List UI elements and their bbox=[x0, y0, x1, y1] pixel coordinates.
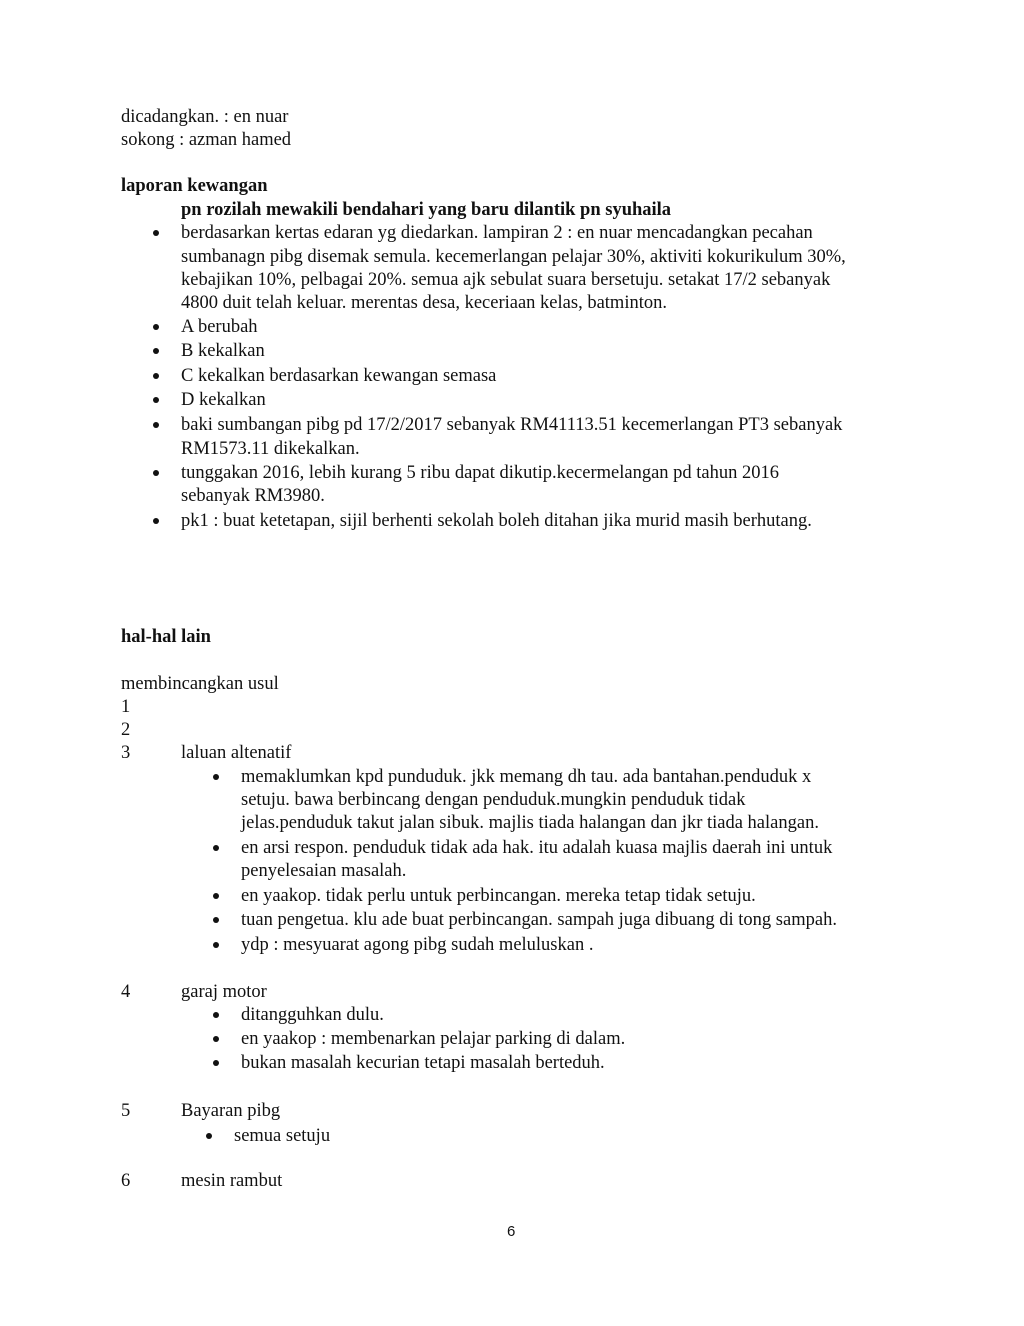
text-line: kebajikan 10%, pelbagai 20%. semua ajk sebulat suara bersetuju. setakat 17/2 sebanyak bbox=[181, 270, 831, 290]
text-line: en yaakop : membenarkan pelajar parking di dalam. bbox=[241, 1029, 626, 1049]
text-line: A berubah bbox=[181, 317, 258, 337]
finance-heading: laporan kewangan bbox=[121, 176, 268, 196]
item-number: 5 bbox=[121, 1101, 131, 1121]
text-line: B kekalkan bbox=[181, 341, 265, 361]
text-line: ditangguhkan dulu. bbox=[241, 1005, 384, 1025]
other-heading: hal-hal lain bbox=[121, 627, 211, 647]
bullet-icon bbox=[153, 230, 159, 236]
bullet-icon bbox=[213, 845, 219, 851]
item-number: 3 bbox=[121, 743, 131, 763]
text-line: en yaakop. tidak perlu untuk perbincangan. mereka tetap tidak setuju. bbox=[241, 886, 756, 906]
item-number: 4 bbox=[121, 982, 131, 1002]
text-line: setuju. bawa berbincang dengan penduduk.mungkin penduduk tidak bbox=[241, 790, 746, 810]
text-line: sumbanagn pibg disemak semula. kecemerlangan pelajar 30%, aktiviti kokurikulum 30%, bbox=[181, 247, 846, 267]
bullet-icon bbox=[153, 373, 159, 379]
text-line: memaklumkan kpd punduduk. jkk memang dh tau. ada bantahan.penduduk x bbox=[241, 767, 812, 787]
seconded-line: sokong : azman hamed bbox=[121, 130, 292, 150]
text-line: penyelesaian masalah. bbox=[241, 861, 407, 881]
text-line: berdasarkan kertas edaran yg diedarkan. lampiran 2 : en nuar mencadangkan pecahan bbox=[181, 223, 813, 243]
bullet-icon bbox=[153, 348, 159, 354]
finance-subheading: pn rozilah mewakili bendahari yang baru dilantik pn syuhaila bbox=[181, 200, 672, 220]
bullet-icon bbox=[153, 324, 159, 330]
text-line: sebanyak RM3980. bbox=[181, 486, 325, 506]
bullet-icon bbox=[213, 774, 219, 780]
bullet-icon bbox=[213, 1012, 219, 1018]
item-title: Bayaran pibg bbox=[181, 1101, 281, 1121]
bullet-icon bbox=[213, 1036, 219, 1042]
text-line: tuan pengetua. klu ade buat perbincangan. sampah juga dibuang di tong sampah. bbox=[241, 910, 837, 930]
bullet-icon bbox=[206, 1133, 212, 1139]
item-title: garaj motor bbox=[181, 982, 267, 1002]
text-line: C kekalkan berdasarkan kewangan semasa bbox=[181, 366, 497, 386]
proposed-line: dicadangkan. : en nuar bbox=[121, 107, 289, 127]
text-line: en arsi respon. penduduk tidak ada hak. itu adalah kuasa majlis daerah ini untuk bbox=[241, 838, 833, 858]
bullet-icon bbox=[213, 917, 219, 923]
other-intro: membincangkan usul bbox=[121, 674, 279, 694]
item-number: 1 bbox=[121, 697, 131, 717]
text-line: jelas.penduduk takut jalan sibuk. majlis tiada halangan dan jkr tiada halangan. bbox=[241, 813, 819, 833]
item-number: 6 bbox=[121, 1171, 131, 1191]
text-line: RM1573.11 dikekalkan. bbox=[181, 439, 360, 459]
bullet-icon bbox=[153, 422, 159, 428]
item-title: laluan altenatif bbox=[181, 743, 292, 763]
item-title: mesin rambut bbox=[181, 1171, 283, 1191]
bullet-icon bbox=[213, 893, 219, 899]
bullet-icon bbox=[153, 518, 159, 524]
text-line: bukan masalah kecurian tetapi masalah berteduh. bbox=[241, 1053, 605, 1073]
bullet-icon bbox=[153, 470, 159, 476]
text-line: pk1 : buat ketetapan, sijil berhenti sekolah boleh ditahan jika murid masih berhutang. bbox=[181, 511, 812, 531]
text-line: tunggakan 2016, lebih kurang 5 ribu dapat dikutip.kecermelangan pd tahun 2016 bbox=[181, 463, 780, 483]
bullet-icon bbox=[213, 1060, 219, 1066]
text-line: baki sumbangan pibg pd 17/2/2017 sebanyak RM41113.51 kecemerlangan PT3 sebanyak bbox=[181, 415, 843, 435]
bullet-icon bbox=[153, 397, 159, 403]
bullet-icon bbox=[213, 942, 219, 948]
text-line: 4800 duit telah keluar. merentas desa, keceriaan kelas, batminton. bbox=[181, 293, 667, 313]
text-line: ydp : mesyuarat agong pibg sudah meluluskan . bbox=[241, 935, 594, 955]
text-line: D kekalkan bbox=[181, 390, 266, 410]
page-number: 6 bbox=[507, 1223, 516, 1240]
text-line: semua setuju bbox=[234, 1126, 331, 1146]
item-number: 2 bbox=[121, 720, 131, 740]
